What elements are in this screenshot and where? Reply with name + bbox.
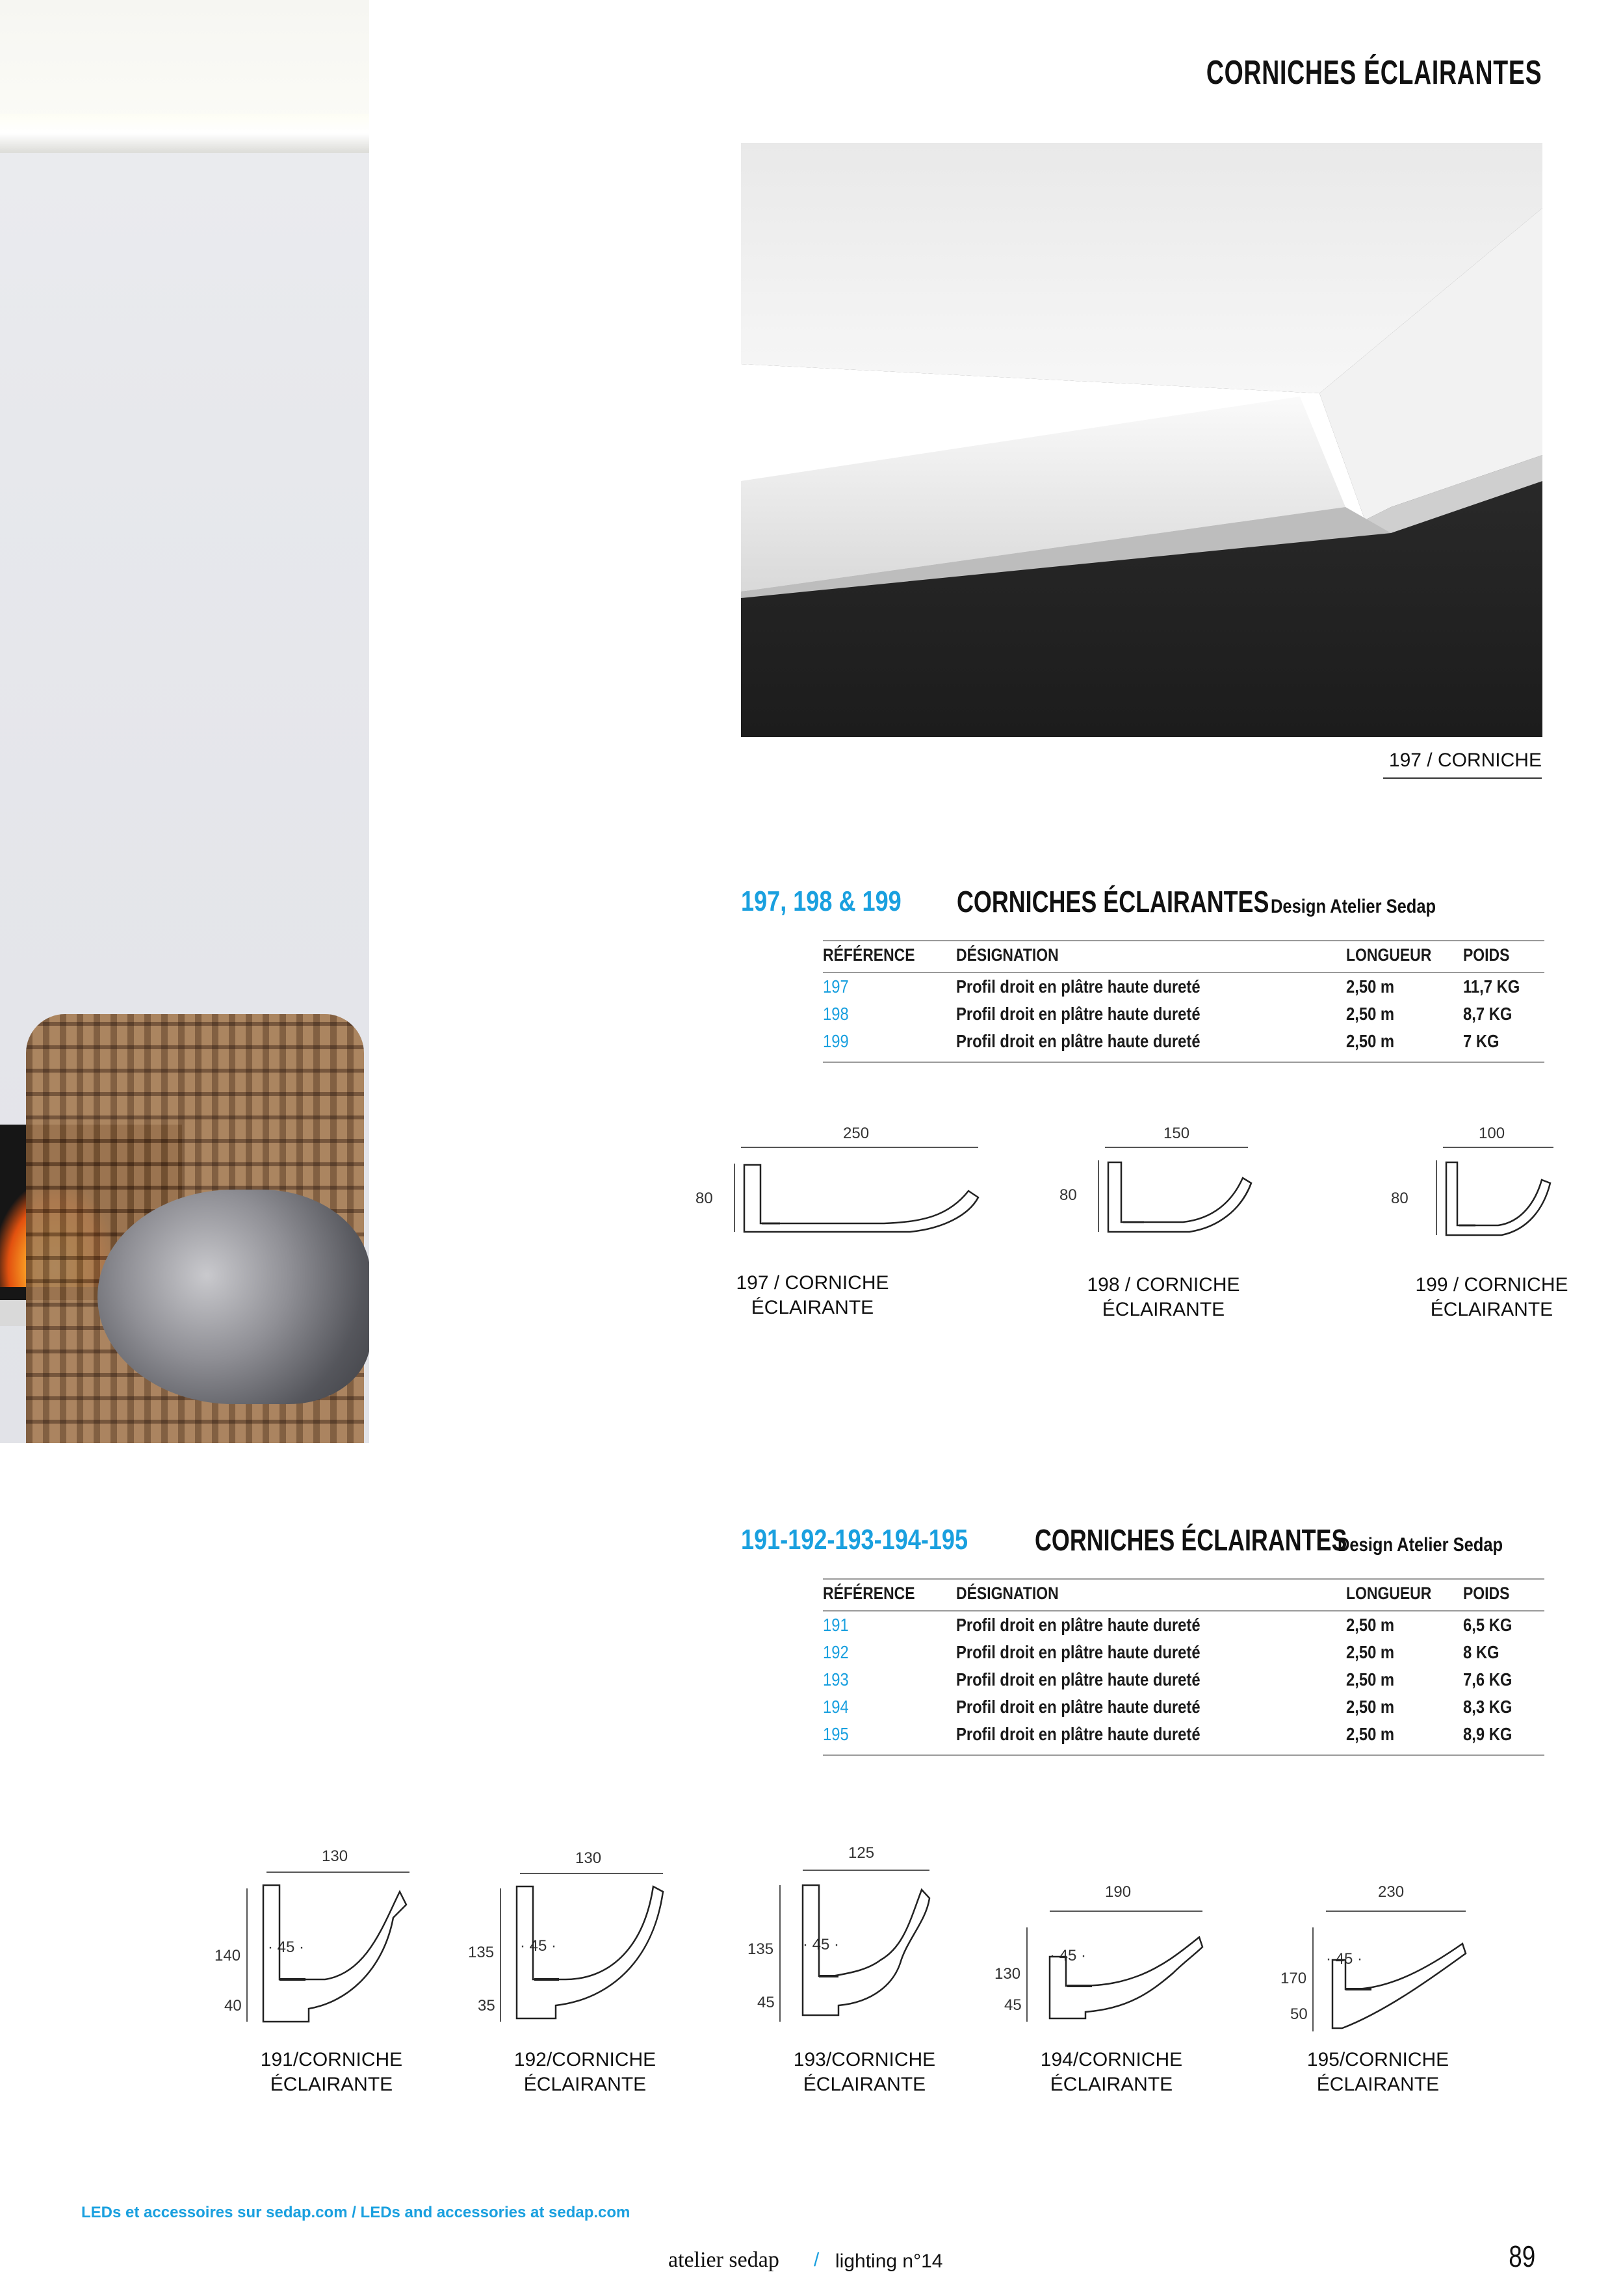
profile-198: 150 80 198 / CORNICHE ÉCLAIRANTE [1040, 1118, 1287, 1333]
profile-label: 199 / CORNICHE [1415, 1274, 1568, 1296]
section1-design: Design Atelier Sedap [1271, 896, 1436, 917]
table-row: 194 Profil droit en plâtre haute dureté 2,50 m 8,3 KG [823, 1697, 1513, 1717]
col-designation: DÉSIGNATION [956, 1584, 1059, 1603]
col-designation: DÉSIGNATION [956, 945, 1059, 965]
profile-label: 194/CORNICHE [1040, 2049, 1183, 2070]
profile-193: 125 135 · 45 · 45 193/CORNICHE ÉCLAIRANTE [741, 1843, 988, 2106]
footer-note: LEDs et accessoires sur sedap.com / LEDs and accessories at sedap.com [81, 2204, 630, 2221]
table-row: 198 Profil droit en plâtre haute dureté 2,50 m 8,7 KG [823, 1004, 1513, 1024]
section2-spec-table [823, 1578, 1544, 1756]
col-reference: RÉFÉRENCE [823, 945, 915, 965]
profile-191: 130 140 · 45 · 40 191/CORNICHE ÉCLAIRANTE [208, 1846, 455, 2106]
publication-name: lighting n°14 [835, 2250, 943, 2272]
section2-heading [741, 1524, 1018, 1556]
profile-194: 190 130 · 45 · 45 194/CORNICHE ÉCLAIRANTE [988, 1882, 1261, 2106]
profile-label: 191/CORNICHE [260, 2049, 403, 2070]
section2-title: CORNICHES ÉCLAIRANTES [1035, 1523, 1347, 1557]
profile-192: 130 135 · 45 · 35 192/CORNICHE ÉCLAIRANTE [461, 1846, 708, 2106]
profile-label: 198 / CORNICHE [1087, 1274, 1240, 1296]
brand-logo: atelier sedap [668, 2248, 779, 2272]
page-number: 89 [1509, 2239, 1535, 2273]
section1-heading [741, 885, 937, 918]
interior-photo [0, 0, 369, 1443]
cornice-photo [741, 143, 1542, 737]
fur-throw [97, 1190, 369, 1404]
section2-design: Design Atelier Sedap [1338, 1534, 1503, 1556]
profile-label: 192/CORNICHE [513, 2049, 656, 2070]
table-row: 191 Profil droit en plâtre haute dureté 2,50 m 6,5 KG [823, 1615, 1513, 1635]
col-length: LONGUEUR [1346, 945, 1432, 965]
profile-199: 100 80 199 / CORNICHE ÉCLAIRANTE [1365, 1118, 1612, 1333]
profile-label: 197 / CORNICHE [736, 1272, 889, 1294]
table-row: 193 Profil droit en plâtre haute dureté 2,50 m 7,6 KG [823, 1669, 1513, 1689]
brand-separator: / [814, 2249, 820, 2271]
section2-refs: 191-192-193-194-195 [741, 1524, 968, 1556]
section1-spec-table [823, 940, 1544, 1063]
col-weight: POIDS [1463, 945, 1510, 965]
page-title: CORNICHES ÉCLAIRANTES [1206, 54, 1542, 92]
col-reference: RÉFÉRENCE [823, 1584, 915, 1603]
col-weight: POIDS [1463, 1584, 1510, 1603]
section1-title: CORNICHES ÉCLAIRANTES [957, 885, 1269, 919]
photo-caption: 197 / CORNICHE [1388, 750, 1542, 771]
profile-195: 230 170 · 45 · 50 195/CORNICHE ÉCLAIRANTE [1274, 1882, 1547, 2106]
profile-label: 193/CORNICHE [793, 2049, 936, 2070]
table-row: 199 Profil droit en plâtre haute dureté 2,50 m 7 KG [823, 1028, 1544, 1062]
profile-197: 250 80 197 / CORNICHE ÉCLAIRANTE [689, 1118, 988, 1333]
profile-label: 195/CORNICHE [1306, 2049, 1449, 2070]
table-row: 197 Profil droit en plâtre haute dureté 2,50 m 11,7 KG [823, 976, 1520, 997]
table-row: 192 Profil droit en plâtre haute dureté 2,50 m 8 KG [823, 1642, 1500, 1662]
col-length: LONGUEUR [1346, 1584, 1432, 1603]
table-row: 195 Profil droit en plâtre haute dureté 2,50 m 8,9 KG [823, 1721, 1544, 1755]
section1-refs: 197, 198 & 199 [741, 885, 902, 917]
